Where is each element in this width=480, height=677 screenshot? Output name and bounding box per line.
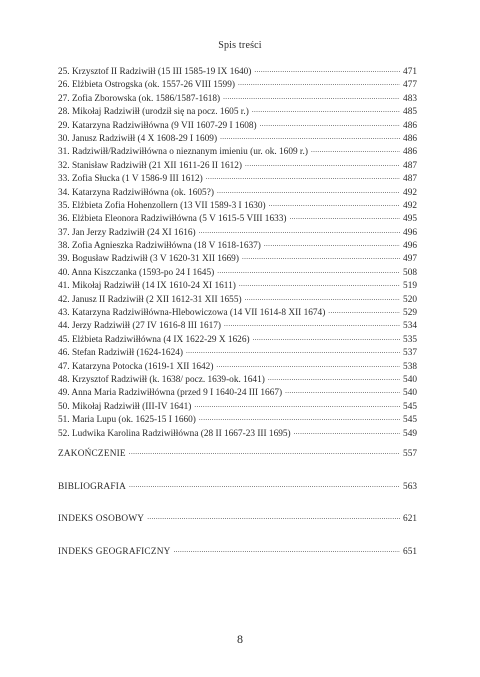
dot-leader [239, 278, 400, 291]
toc-entry-title: 39. Bogusław Radziwiłł (3 V 1620-31 XII 1669) [58, 254, 239, 265]
toc-entry-title: 49. Anna Maria Radziwiłłówna (przed 9 I 1640-24 III 1667) [58, 388, 283, 399]
toc-entry-title: 41. Mikołaj Radziwiłł (14 IX 1610-24 XI 1611) [58, 281, 236, 292]
section-entry-title: INDEKS GEOGRAFICZNY [58, 546, 171, 557]
toc-entry-page: 495 [403, 214, 417, 225]
toc-entry-page: 486 [403, 133, 417, 144]
dot-leader [242, 251, 400, 264]
toc-entry [58, 428, 417, 441]
dot-leader [199, 412, 400, 425]
section-entry-page: 563 [403, 481, 417, 492]
dot-leader [217, 265, 400, 278]
dot-leader [206, 171, 400, 184]
dot-leader [254, 64, 400, 77]
toc-entry-page: 483 [403, 93, 417, 104]
toc-entry-title: 31. Radziwiłł/Radziwiłłówna o nieznanym imieniu (ur. ok. 1609 r.) [58, 147, 308, 158]
section-entry-page: 651 [403, 546, 417, 557]
dot-leader [290, 211, 401, 224]
toc-entry-page: 535 [403, 334, 417, 345]
toc-entry-title: 28. Mikołaj Radziwiłł (urodził się na pocz. 1605 r.) [58, 107, 249, 118]
toc-entry-title: 37. Jan Jerzy Radziwiłł (24 XI 1616) [58, 227, 196, 238]
toc-entry-title: 46. Stefan Radziwiłł (1624-1624) [58, 348, 183, 359]
dot-leader [260, 118, 400, 131]
back-matter-list [58, 448, 417, 578]
section-entry [58, 513, 417, 526]
toc-entry-page: 520 [403, 294, 417, 305]
dot-leader [285, 385, 400, 398]
toc-entry-page: 471 [403, 67, 417, 77]
section-entry-title: BIBLIOGRAFIA [58, 481, 126, 492]
dot-leader [186, 345, 400, 358]
toc-entry-title: 44. Jerzy Radziwiłł (27 IV 1616-8 III 1617) [58, 321, 222, 332]
section-entry-title: INDEKS OSOBOWY [58, 514, 145, 524]
toc-entry-title: 42. Janusz II Radziwiłł (2 XII 1612-31 XII 1655) [58, 294, 242, 305]
toc-entry-title: 45. Elżbieta Radziwiłłówna (4 IX 1622-29 X 1626) [58, 334, 250, 345]
toc-entry-page: 545 [403, 401, 417, 412]
dot-leader [217, 185, 400, 198]
dot-leader [269, 198, 400, 211]
toc-entry-page: 487 [403, 174, 417, 185]
running-head: Spis treści [218, 40, 262, 51]
toc-entry-page: 487 [403, 160, 417, 171]
toc-entry-title: 27. Zofia Zborowska (ok. 1586/1587-1618) [58, 93, 221, 104]
dot-leader [223, 91, 400, 104]
table-of-contents [58, 66, 417, 441]
toc-entry-page: 477 [403, 80, 417, 91]
dot-leader [220, 131, 400, 144]
toc-entry-title: 52. Ludwika Karolina Radziwiłłówna (28 II 1667-23 III 1695) [58, 428, 291, 439]
dot-leader [224, 318, 400, 331]
dot-leader [245, 292, 400, 305]
toc-entry-title: 40. Anna Kiszczanka (1593-po 24 I 1645) [58, 267, 215, 278]
dot-leader [216, 359, 400, 372]
toc-entry-page: 497 [403, 254, 417, 265]
toc-entry-page: 537 [403, 348, 417, 359]
dot-leader [252, 104, 400, 117]
toc-entry-page: 508 [403, 267, 417, 278]
dot-leader [268, 372, 400, 385]
section-entry [58, 546, 417, 559]
toc-entry-page: 486 [403, 120, 417, 131]
toc-entry-title: 43. Katarzyna Radziwiłłówna-Hlebowiczowa (14 VII 1614-8 XII 1674) [58, 308, 326, 319]
toc-entry-page: 492 [403, 187, 417, 198]
toc-entry-title: 34. Katarzyna Radziwiłłówna (ok. 1605?) [58, 187, 214, 198]
dot-leader [294, 426, 400, 439]
toc-entry-page: 486 [403, 147, 417, 158]
page-number: 8 [237, 632, 243, 646]
toc-entry-title: 30. Janusz Radziwiłł (4 X 1608-29 I 1609) [58, 133, 218, 144]
dot-leader [328, 305, 400, 318]
toc-entry-title: 35. Elżbieta Zofia Hohenzollern (13 VII 1589-3 I 1630) [58, 200, 266, 211]
dot-leader [174, 544, 401, 557]
dot-leader [147, 511, 400, 524]
section-entry [58, 448, 417, 461]
toc-entry-page: 496 [403, 241, 417, 252]
dot-leader [245, 158, 400, 171]
section-entry-page: 621 [403, 514, 417, 524]
toc-entry-title: 32. Stanisław Radziwiłł (21 XII 1611-26 II 1612) [58, 160, 243, 171]
section-entry-title: ZAKOŃCZENIE [58, 449, 126, 459]
toc-entry-page: 496 [403, 227, 417, 238]
toc-entry-page: 519 [403, 281, 417, 292]
section-entry-page: 557 [403, 449, 417, 459]
section-entry [58, 481, 417, 494]
toc-entry-title: 25. Krzysztof II Radziwiłł (15 III 1585-19 IX 1640) [58, 67, 252, 77]
toc-entry-page: 540 [403, 388, 417, 399]
toc-entry-title: 26. Elżbieta Ostrogska (ok. 1557-26 VIII 1599) [58, 80, 235, 91]
dot-leader [129, 479, 400, 492]
dot-leader [238, 77, 400, 90]
toc-entry-page: 549 [403, 428, 417, 439]
dot-leader [253, 332, 400, 345]
toc-entry-title: 47. Katarzyna Potocka (1619-1 XII 1642) [58, 361, 214, 372]
dot-leader [129, 446, 400, 459]
toc-entry-page: 545 [403, 415, 417, 426]
toc-entry-title: 48. Krzysztof Radziwiłł (k. 1638/ pocz. 1639-ok. 1641) [58, 374, 265, 385]
dot-leader [199, 225, 400, 238]
dot-leader [194, 399, 400, 412]
toc-entry-page: 534 [403, 321, 417, 332]
toc-entry-page: 485 [403, 107, 417, 118]
dot-leader [264, 238, 400, 251]
toc-entry-title: 38. Zofia Agnieszka Radziwiłłówna (18 V 1618-1637) [58, 241, 261, 252]
toc-entry-page: 492 [403, 200, 417, 211]
toc-entry-title: 29. Katarzyna Radziwiłłówna (9 VII 1607-29 I 1608) [58, 120, 257, 131]
toc-entry-title: 51. Maria Lupu (ok. 1625-15 I 1660) [58, 415, 196, 426]
toc-entry-page: 540 [403, 374, 417, 385]
dot-leader [311, 144, 400, 157]
toc-entry-title: 36. Elżbieta Eleonora Radziwiłłówna (5 V 1615-5 VIII 1633) [58, 214, 287, 225]
toc-entry-title: 50. Mikołaj Radziwiłł (III-IV 1641) [58, 401, 192, 412]
toc-entry-title: 33. Zofia Słucka (1 V 1586-9 III 1612) [58, 174, 203, 185]
toc-entry-page: 538 [403, 361, 417, 372]
toc-entry-page: 529 [403, 308, 417, 319]
